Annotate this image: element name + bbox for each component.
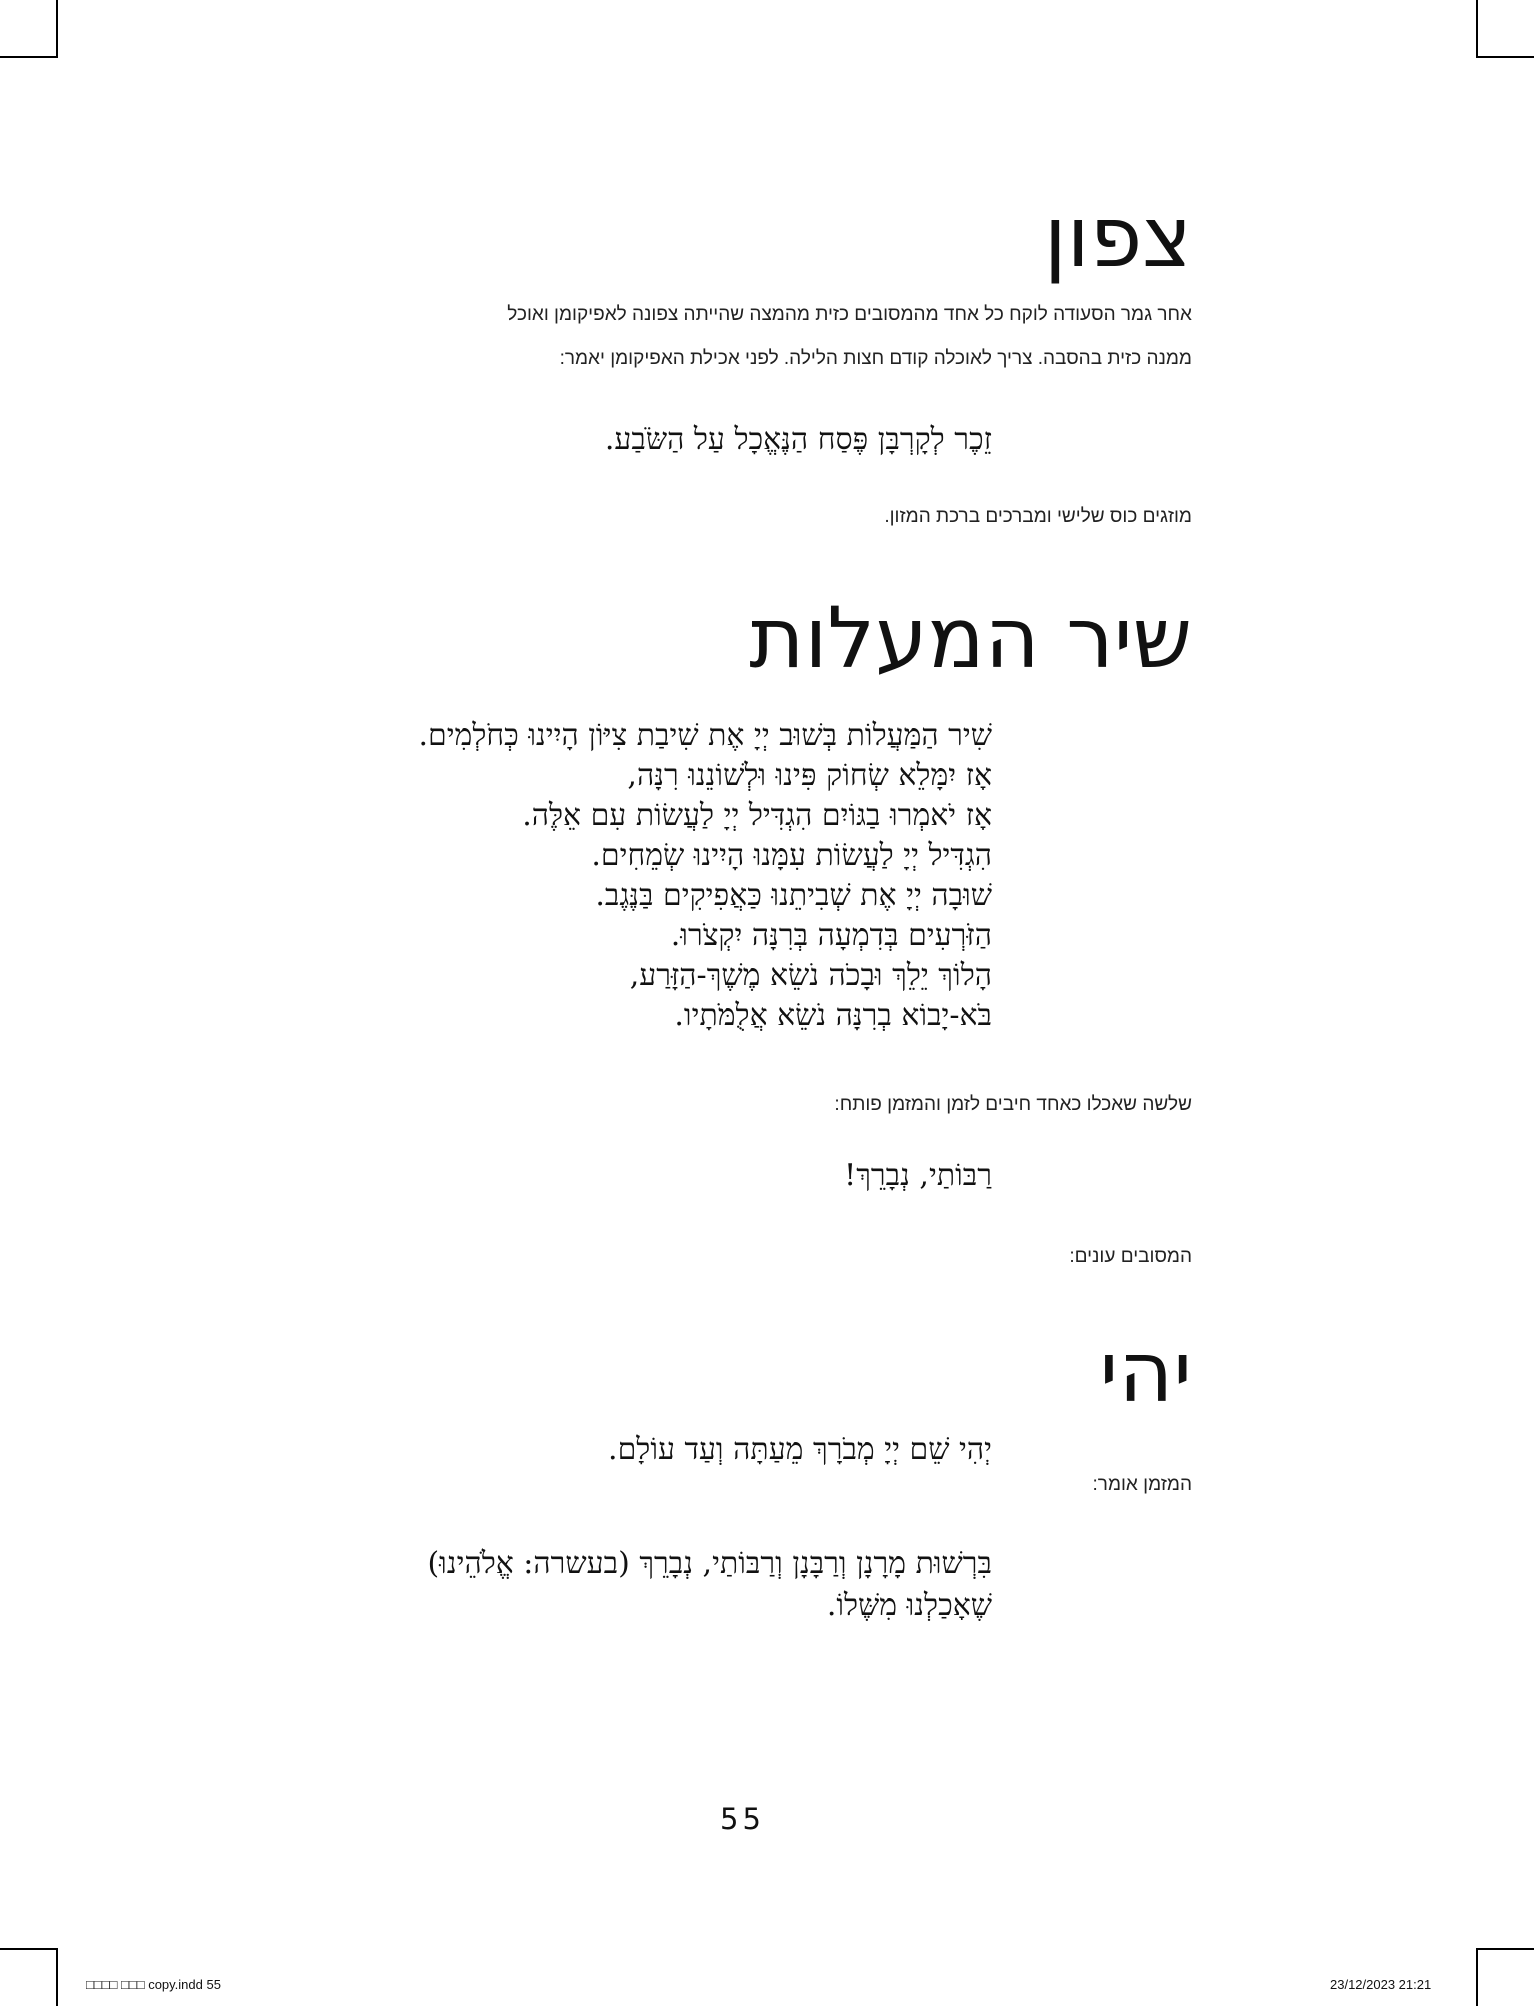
section-title-yehi: יהי (1099, 1323, 1192, 1421)
zimun-opening: רַבּוֹתַי, נְבָרֵךְ! (844, 1158, 992, 1193)
tzafun-blessing: זֵכֶר לְקָרְבָּן פֶּסַח הַנֶּאֱכָל עַל הַשֹּׂבַע. (604, 422, 992, 457)
poem-line: הָלוֹךְ יֵלֵךְ וּבָכֹה נֹשֵׂא מֶשֶׁךְ-הַזָּרַע, (629, 958, 992, 993)
crop-mark (1476, 0, 1478, 58)
poem-line: שִׁיר הַמַּעֲלוֹת בְּשׁוּב יְיָ אֶת שִׁיבַת צִיּוֹן הָיִינוּ כְּחֹלְמִים. (418, 718, 992, 753)
zimun-note: שלשה שאכלו כאחד חיבים לזמן והמזמן פותח: (834, 1094, 1192, 1115)
crop-mark (56, 1948, 58, 2006)
birshut-line-2: שֶׁאָכַלְנוּ מִשֶּׁלוֹ. (826, 1588, 992, 1623)
crop-mark (0, 1948, 58, 1950)
page-number: 55 (720, 1802, 765, 1836)
tzafun-note: מוזגים כוס שלישי ומברכים ברכת המזון. (884, 506, 1192, 527)
response-note: המסובים עונים: (1069, 1246, 1192, 1267)
crop-mark (1476, 56, 1534, 58)
tzafun-instruction-1: אחר גמר הסעודה לוקח כל אחד מהמסובים כזית מהמצה שהייתה צפונה לאפיקומן ואוכל (507, 304, 1192, 325)
section-title-tzafun: צפון (1043, 188, 1192, 286)
birshut-line-1: בִּרְשׁוּת מָרָנָן וְרַבָּנָן וְרַבּוֹתַי, נְבָרֵךְ (בעשרה: אֱלֹהֵינוּ) (427, 1546, 992, 1581)
tzafun-instruction-2: ממנה כזית בהסבה. צריך לאוכלה קודם חצות הלילה. לפני אכילת האפיקומן יאמר: (559, 348, 1192, 369)
poem-line: שׁוּבָה יְיָ אֶת שְׁבִיתֵנוּ כַּאֲפִיקִים בַּנֶּגֶב. (595, 878, 992, 913)
yehi-verse: יְהִי שֵׁם יְיָ מְבֹרָךְ מֵעַתָּה וְעַד עוֹלָם. (608, 1432, 992, 1467)
poem-line: אָז יִמָּלֵא שְׂחוֹק פִּינוּ וּלְשׁוֹנֵנוּ רִנָּה, (627, 758, 992, 793)
poem-line: בֹּא-יָבוֹא בְרִנָּה נֹשֵׂא אֲלֻמֹּתָיו. (674, 998, 992, 1033)
section-title-shir-hamaalot: שיר המעלות (749, 589, 1192, 687)
crop-mark (56, 0, 58, 58)
crop-mark (0, 56, 58, 58)
poem-line: אָז יֹאמְרוּ בַגּוֹיִם הִגְדִּיל יְיָ לַעֲשׂוֹת עִם אֵלֶּה. (522, 798, 992, 833)
leader-note: המזמן אומר: (1092, 1474, 1192, 1495)
crop-mark (1476, 1948, 1478, 2006)
crop-mark (1476, 1948, 1534, 1950)
shir-hamaalot-poem (418, 716, 992, 1036)
poem-line: הַזֹּרְעִים בְּדִמְעָה בְּרִנָּה יִקְצֹרוּ. (670, 918, 992, 953)
poem-line: הִגְדִּיל יְיָ לַעֲשׂוֹת עִמָּנוּ הָיִינוּ שְׂמֵחִים. (591, 838, 992, 873)
slug-datetime: 23/12/2023 21:21 (1330, 1977, 1432, 1992)
slug-filename: □□□□ □□□ copy.indd 55 (86, 1977, 221, 1992)
